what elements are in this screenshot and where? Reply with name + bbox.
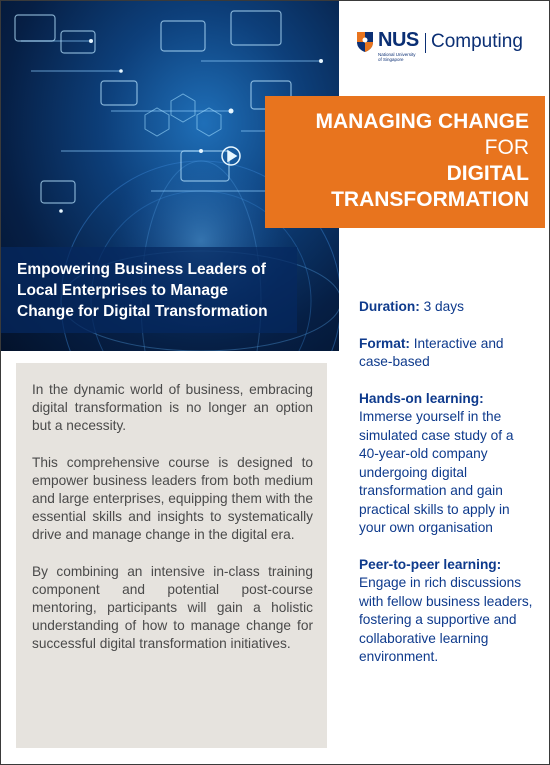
peer-label: Peer-to-peer learning: [359,556,502,572]
format-label: Format: [359,335,410,351]
hero-line-1: Empowering Business Leaders of [17,261,266,278]
handson-item [359,390,537,538]
nus-brand: NUS [378,29,419,51]
title-banner [265,96,545,228]
course-details [359,298,537,685]
handson-label: Hands-on learning: [359,390,484,406]
department-name: Computing [431,31,523,52]
nus-subtitle: National University of Singapore [378,52,416,62]
description-paragraph-2: This comprehensive course is designed to empower business leaders from both medium and large enterprises, equipping them with the essential skills and insights to systematically drive and manage change in the digital era. [32,454,313,543]
hero-headline [1,247,297,333]
format-item [359,335,537,372]
description-paragraph-1: In the dynamic world of business, embracing digital transformation is no longer an option but a necessity. [32,382,313,434]
hero-line-2: Local Enterprises to Manage [17,282,229,299]
logo-divider [425,33,426,53]
peer-value: Engage in rich discussions with fellow business leaders, fostering a supportive and collaborative learning environment. [359,575,533,664]
peer-item [359,556,537,667]
duration-label: Duration: [359,299,420,314]
description-paragraph-3: By combining an intensive in-class training component and potential post-course mentoring, participants will gain a holistic understanding of how to manage change for successful digital transformation initiatives. [32,563,313,652]
duration-value: 3 days [419,299,464,314]
duration-item [359,298,537,317]
hero-line-3: Change for Digital Transformation [17,303,268,320]
format-value: Interactive and case-based [359,335,504,369]
banner-line-4: TRANSFORMATION [331,188,529,211]
banner-line-2: FOR [484,136,529,159]
nus-crest-icon [356,31,374,53]
handson-value: Immerse yourself in the simulated case study of a 40-year-old company undergoing digital transformation and gain practical skills to apply in your own organisation [359,409,514,535]
banner-line-1: MANAGING CHANGE [315,110,529,133]
course-description [16,363,327,748]
banner-line-3: DIGITAL [446,162,529,185]
nus-computing-logo [356,29,536,69]
